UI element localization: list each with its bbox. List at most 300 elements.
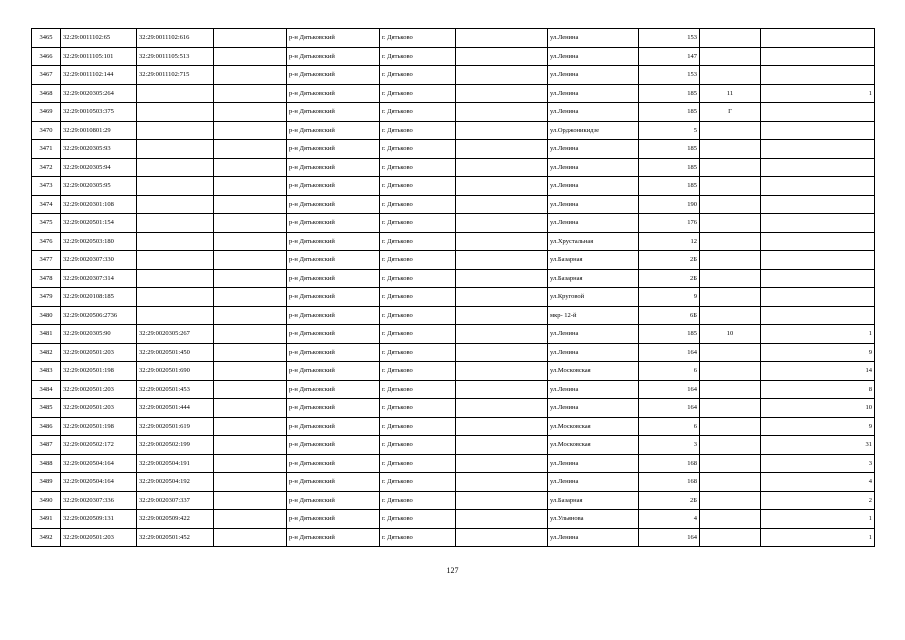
cell-row-number: 3489	[32, 473, 61, 492]
cell-row-number: 3466	[32, 47, 61, 66]
cell-street: мкр- 12-й	[548, 306, 639, 325]
cell-settlement	[456, 177, 548, 196]
cell-cadastral-number: 32:29:0011105:101	[61, 47, 137, 66]
cell-building	[700, 121, 761, 140]
cell-empty-column	[214, 491, 287, 510]
cell-empty-column	[214, 325, 287, 344]
cell-cadastral-number: 32:29:0020307:336	[61, 491, 137, 510]
cell-parent-cadastral-number	[137, 121, 214, 140]
cell-house-number: 2Б	[639, 251, 700, 270]
cell-apartment	[761, 269, 875, 288]
cell-apartment	[761, 140, 875, 159]
cell-house-number: 164	[639, 343, 700, 362]
cell-street: ул.Ленина	[548, 140, 639, 159]
cell-row-number: 3487	[32, 436, 61, 455]
cell-city: г. Дятьково	[380, 251, 456, 270]
cell-apartment	[761, 47, 875, 66]
cell-parent-cadastral-number: 32:29:0020509:422	[137, 510, 214, 529]
cell-city: г. Дятьково	[380, 454, 456, 473]
table-row	[32, 232, 875, 251]
cell-parent-cadastral-number	[137, 140, 214, 159]
cell-street: ул.Ленина	[548, 343, 639, 362]
cell-house-number: 190	[639, 195, 700, 214]
cell-row-number: 3484	[32, 380, 61, 399]
cell-street: ул.Ленина	[548, 158, 639, 177]
cell-house-number: 6Б	[639, 306, 700, 325]
cell-house-number: 4	[639, 510, 700, 529]
cell-row-number: 3470	[32, 121, 61, 140]
cell-row-number: 3480	[32, 306, 61, 325]
cell-district: р-н Дятьковский	[287, 214, 380, 233]
cell-house-number: 185	[639, 84, 700, 103]
cell-empty-column	[214, 380, 287, 399]
table-row	[32, 343, 875, 362]
cell-empty-column	[214, 436, 287, 455]
cell-row-number: 3473	[32, 177, 61, 196]
cell-street: ул.Ленина	[548, 325, 639, 344]
cell-row-number: 3474	[32, 195, 61, 214]
cell-settlement	[456, 269, 548, 288]
table-row	[32, 103, 875, 122]
table-row	[32, 66, 875, 85]
cell-house-number: 168	[639, 454, 700, 473]
cell-parent-cadastral-number: 32:29:0020504:192	[137, 473, 214, 492]
cell-street: ул.Круговой	[548, 288, 639, 307]
cell-parent-cadastral-number: 32:29:0011105:513	[137, 47, 214, 66]
cell-parent-cadastral-number: 32:29:0020305:267	[137, 325, 214, 344]
cell-settlement	[456, 362, 548, 381]
cell-house-number: 164	[639, 380, 700, 399]
cell-building	[700, 251, 761, 270]
cell-settlement	[456, 103, 548, 122]
cell-apartment: 10	[761, 399, 875, 418]
table-row	[32, 399, 875, 418]
cell-empty-column	[214, 399, 287, 418]
cell-district: р-н Дятьковский	[287, 380, 380, 399]
cell-empty-column	[214, 84, 287, 103]
cell-house-number: 168	[639, 473, 700, 492]
cell-cadastral-number: 32:29:0020305:90	[61, 325, 137, 344]
cell-settlement	[456, 288, 548, 307]
cell-house-number: 6	[639, 362, 700, 381]
cell-house-number: 9	[639, 288, 700, 307]
cell-street: ул.Ленина	[548, 380, 639, 399]
cell-row-number: 3485	[32, 399, 61, 418]
cell-apartment: 4	[761, 473, 875, 492]
cell-house-number: 6	[639, 417, 700, 436]
cell-city: г. Дятьково	[380, 436, 456, 455]
table-row	[32, 214, 875, 233]
cell-empty-column	[214, 362, 287, 381]
cell-city: г. Дятьково	[380, 66, 456, 85]
cell-row-number: 3469	[32, 103, 61, 122]
table-row	[32, 325, 875, 344]
cell-cadastral-number: 32:29:0020504:164	[61, 454, 137, 473]
cell-street: ул.Московская	[548, 436, 639, 455]
cell-street: ул.Ленина	[548, 399, 639, 418]
cell-city: г. Дятьково	[380, 528, 456, 547]
cell-district: р-н Дятьковский	[287, 343, 380, 362]
cell-settlement	[456, 380, 548, 399]
cell-city: г. Дятьково	[380, 473, 456, 492]
cell-settlement	[456, 306, 548, 325]
cell-settlement	[456, 325, 548, 344]
cell-building: 11	[700, 84, 761, 103]
cell-parent-cadastral-number	[137, 158, 214, 177]
cell-parent-cadastral-number	[137, 288, 214, 307]
cell-cadastral-number: 32:29:0011102:65	[61, 29, 137, 48]
cell-district: р-н Дятьковский	[287, 177, 380, 196]
cell-cadastral-number: 32:29:0010503:375	[61, 103, 137, 122]
cell-city: г. Дятьково	[380, 491, 456, 510]
cell-street: ул.Ленина	[548, 103, 639, 122]
cell-district: р-н Дятьковский	[287, 269, 380, 288]
cell-empty-column	[214, 66, 287, 85]
cell-city: г. Дятьково	[380, 269, 456, 288]
cell-row-number: 3476	[32, 232, 61, 251]
cell-building	[700, 269, 761, 288]
cell-cadastral-number: 32:29:0020305:93	[61, 140, 137, 159]
cell-house-number: 3	[639, 436, 700, 455]
cell-row-number: 3486	[32, 417, 61, 436]
cell-district: р-н Дятьковский	[287, 121, 380, 140]
cell-empty-column	[214, 306, 287, 325]
cell-empty-column	[214, 232, 287, 251]
cell-street: ул.Ленина	[548, 47, 639, 66]
cell-settlement	[456, 251, 548, 270]
cell-row-number: 3472	[32, 158, 61, 177]
cell-row-number: 3475	[32, 214, 61, 233]
table-row	[32, 491, 875, 510]
cell-apartment	[761, 195, 875, 214]
cell-parent-cadastral-number: 32:29:0020504:191	[137, 454, 214, 473]
cell-cadastral-number: 32:29:0020509:131	[61, 510, 137, 529]
cell-cadastral-number: 32:29:0010801:29	[61, 121, 137, 140]
table-row	[32, 121, 875, 140]
table-row	[32, 269, 875, 288]
cell-parent-cadastral-number: 32:29:0020307:337	[137, 491, 214, 510]
cell-cadastral-number: 32:29:0020305:264	[61, 84, 137, 103]
cell-city: г. Дятьково	[380, 343, 456, 362]
cell-street: ул.Хрустальная	[548, 232, 639, 251]
cell-cadastral-number: 32:29:0020501:198	[61, 417, 137, 436]
cell-building	[700, 528, 761, 547]
cell-cadastral-number: 32:29:0020501:203	[61, 380, 137, 399]
cell-empty-column	[214, 528, 287, 547]
cell-empty-column	[214, 177, 287, 196]
cell-city: г. Дятьково	[380, 158, 456, 177]
cell-apartment	[761, 214, 875, 233]
cell-house-number: 2Б	[639, 491, 700, 510]
cell-cadastral-number: 32:29:0020501:203	[61, 528, 137, 547]
table-row	[32, 195, 875, 214]
cell-building	[700, 417, 761, 436]
cell-apartment	[761, 177, 875, 196]
cell-settlement	[456, 399, 548, 418]
cell-building	[700, 140, 761, 159]
cell-building: 10	[700, 325, 761, 344]
cell-settlement	[456, 417, 548, 436]
cell-empty-column	[214, 269, 287, 288]
cell-building	[700, 232, 761, 251]
cell-street: ул.Ленина	[548, 473, 639, 492]
cell-cadastral-number: 32:29:0020305:94	[61, 158, 137, 177]
cell-cadastral-number: 32:29:0020504:164	[61, 473, 137, 492]
cell-cadastral-number: 32:29:0020307:314	[61, 269, 137, 288]
table-row	[32, 306, 875, 325]
cell-street: ул.Ульянова	[548, 510, 639, 529]
table-row	[32, 47, 875, 66]
cell-house-number: 153	[639, 29, 700, 48]
cell-apartment	[761, 232, 875, 251]
page-number: 127	[446, 566, 459, 575]
cell-row-number: 3478	[32, 269, 61, 288]
cell-city: г. Дятьково	[380, 103, 456, 122]
cell-empty-column	[214, 47, 287, 66]
cell-district: р-н Дятьковский	[287, 66, 380, 85]
cell-settlement	[456, 214, 548, 233]
cell-house-number: 2Б	[639, 269, 700, 288]
cell-district: р-н Дятьковский	[287, 454, 380, 473]
cell-apartment	[761, 306, 875, 325]
cell-row-number: 3483	[32, 362, 61, 381]
cell-city: г. Дятьково	[380, 306, 456, 325]
cell-street: ул.Орджоникидзе	[548, 121, 639, 140]
cell-city: г. Дятьково	[380, 362, 456, 381]
cell-parent-cadastral-number	[137, 214, 214, 233]
cell-parent-cadastral-number: 32:29:0020501:450	[137, 343, 214, 362]
table-row	[32, 473, 875, 492]
cell-street: ул.Базарная	[548, 251, 639, 270]
cell-building	[700, 47, 761, 66]
cell-building	[700, 288, 761, 307]
cell-apartment: 1	[761, 325, 875, 344]
cell-row-number: 3488	[32, 454, 61, 473]
cell-building	[700, 214, 761, 233]
cell-settlement	[456, 84, 548, 103]
table-row	[32, 380, 875, 399]
cell-city: г. Дятьково	[380, 380, 456, 399]
cell-district: р-н Дятьковский	[287, 491, 380, 510]
cell-building	[700, 177, 761, 196]
cell-building	[700, 362, 761, 381]
cell-street: ул.Ленина	[548, 528, 639, 547]
cell-house-number: 185	[639, 158, 700, 177]
cell-district: р-н Дятьковский	[287, 417, 380, 436]
cell-empty-column	[214, 417, 287, 436]
cell-building	[700, 454, 761, 473]
cell-apartment	[761, 66, 875, 85]
cell-house-number: 164	[639, 528, 700, 547]
cell-parent-cadastral-number: 32:29:0020501:453	[137, 380, 214, 399]
cell-district: р-н Дятьковский	[287, 158, 380, 177]
cell-settlement	[456, 66, 548, 85]
cell-settlement	[456, 232, 548, 251]
cell-district: р-н Дятьковский	[287, 140, 380, 159]
cell-settlement	[456, 47, 548, 66]
cell-empty-column	[214, 29, 287, 48]
cell-district: р-н Дятьковский	[287, 288, 380, 307]
cell-house-number: 176	[639, 214, 700, 233]
cell-row-number: 3492	[32, 528, 61, 547]
cell-apartment: 2	[761, 491, 875, 510]
cell-district: р-н Дятьковский	[287, 399, 380, 418]
cell-city: г. Дятьково	[380, 84, 456, 103]
cell-row-number: 3479	[32, 288, 61, 307]
cell-house-number: 185	[639, 140, 700, 159]
cell-settlement	[456, 473, 548, 492]
cell-city: г. Дятьково	[380, 195, 456, 214]
table-row	[32, 177, 875, 196]
cell-cadastral-number: 32:29:0020305:95	[61, 177, 137, 196]
cell-district: р-н Дятьковский	[287, 362, 380, 381]
cell-apartment: 9	[761, 343, 875, 362]
cell-settlement	[456, 195, 548, 214]
cell-settlement	[456, 510, 548, 529]
table-row	[32, 454, 875, 473]
cell-district: р-н Дятьковский	[287, 251, 380, 270]
cell-house-number: 164	[639, 399, 700, 418]
cell-cadastral-number: 32:29:0020108:185	[61, 288, 137, 307]
cell-row-number: 3471	[32, 140, 61, 159]
cell-house-number: 12	[639, 232, 700, 251]
cell-parent-cadastral-number	[137, 195, 214, 214]
cell-city: г. Дятьково	[380, 325, 456, 344]
cell-district: р-н Дятьковский	[287, 306, 380, 325]
cell-apartment	[761, 29, 875, 48]
table-row	[32, 140, 875, 159]
cell-row-number: 3467	[32, 66, 61, 85]
cell-district: р-н Дятьковский	[287, 84, 380, 103]
cell-settlement	[456, 140, 548, 159]
cell-city: г. Дятьково	[380, 510, 456, 529]
cell-building	[700, 380, 761, 399]
table-row	[32, 510, 875, 529]
cell-city: г. Дятьково	[380, 417, 456, 436]
cell-cadastral-number: 32:29:0020503:180	[61, 232, 137, 251]
cell-apartment	[761, 103, 875, 122]
cell-city: г. Дятьково	[380, 232, 456, 251]
cell-district: р-н Дятьковский	[287, 528, 380, 547]
property-register-table	[31, 28, 875, 547]
cell-empty-column	[214, 140, 287, 159]
cell-apartment: 9	[761, 417, 875, 436]
cell-building	[700, 343, 761, 362]
cell-city: г. Дятьково	[380, 214, 456, 233]
cell-street: ул.Базарная	[548, 269, 639, 288]
cell-city: г. Дятьково	[380, 140, 456, 159]
cell-building	[700, 491, 761, 510]
cell-apartment	[761, 288, 875, 307]
cell-house-number: 5	[639, 121, 700, 140]
cell-parent-cadastral-number: 32:29:0011102:715	[137, 66, 214, 85]
cell-district: р-н Дятьковский	[287, 47, 380, 66]
cell-apartment: 8	[761, 380, 875, 399]
cell-row-number: 3468	[32, 84, 61, 103]
cell-building	[700, 473, 761, 492]
cell-building	[700, 436, 761, 455]
cell-district: р-н Дятьковский	[287, 473, 380, 492]
cell-apartment: 1	[761, 84, 875, 103]
cell-row-number: 3491	[32, 510, 61, 529]
cell-building	[700, 158, 761, 177]
cell-city: г. Дятьково	[380, 29, 456, 48]
cell-parent-cadastral-number	[137, 177, 214, 196]
cell-parent-cadastral-number: 32:29:0011102:616	[137, 29, 214, 48]
cell-settlement	[456, 528, 548, 547]
cell-apartment: 1	[761, 528, 875, 547]
cell-parent-cadastral-number	[137, 103, 214, 122]
cell-building	[700, 66, 761, 85]
cell-apartment: 3	[761, 454, 875, 473]
cell-street: ул.Ленина	[548, 29, 639, 48]
cell-empty-column	[214, 510, 287, 529]
table-row	[32, 362, 875, 381]
cell-cadastral-number: 32:29:0020501:203	[61, 343, 137, 362]
cell-row-number: 3481	[32, 325, 61, 344]
cell-settlement	[456, 491, 548, 510]
table-row	[32, 251, 875, 270]
cell-cadastral-number: 32:29:0020506:2736	[61, 306, 137, 325]
cell-house-number: 147	[639, 47, 700, 66]
cell-parent-cadastral-number: 32:29:0020501:690	[137, 362, 214, 381]
cell-empty-column	[214, 473, 287, 492]
cell-settlement	[456, 343, 548, 362]
cell-district: р-н Дятьковский	[287, 325, 380, 344]
cell-building	[700, 29, 761, 48]
cell-district: р-н Дятьковский	[287, 510, 380, 529]
cell-building: Г	[700, 103, 761, 122]
cell-empty-column	[214, 251, 287, 270]
cell-apartment: 1	[761, 510, 875, 529]
table-row	[32, 84, 875, 103]
cell-house-number: 185	[639, 103, 700, 122]
cell-street: ул.Базарная	[548, 491, 639, 510]
cell-parent-cadastral-number	[137, 306, 214, 325]
table-row	[32, 417, 875, 436]
table-row	[32, 436, 875, 455]
cell-street: ул.Ленина	[548, 454, 639, 473]
cell-parent-cadastral-number: 32:29:0020502:199	[137, 436, 214, 455]
cell-city: г. Дятьково	[380, 177, 456, 196]
cell-street: ул.Московская	[548, 362, 639, 381]
cell-district: р-н Дятьковский	[287, 103, 380, 122]
cell-row-number: 3482	[32, 343, 61, 362]
cell-parent-cadastral-number: 32:29:0020501:452	[137, 528, 214, 547]
cell-district: р-н Дятьковский	[287, 195, 380, 214]
cell-parent-cadastral-number	[137, 232, 214, 251]
cell-empty-column	[214, 103, 287, 122]
cell-settlement	[456, 454, 548, 473]
cell-city: г. Дятьково	[380, 399, 456, 418]
cell-empty-column	[214, 121, 287, 140]
cell-district: р-н Дятьковский	[287, 29, 380, 48]
cell-empty-column	[214, 158, 287, 177]
cell-settlement	[456, 29, 548, 48]
cell-street: ул.Ленина	[548, 195, 639, 214]
cell-empty-column	[214, 454, 287, 473]
cell-settlement	[456, 121, 548, 140]
cell-district: р-н Дятьковский	[287, 232, 380, 251]
cell-building	[700, 306, 761, 325]
cell-city: г. Дятьково	[380, 121, 456, 140]
cell-apartment	[761, 121, 875, 140]
cell-district: р-н Дятьковский	[287, 436, 380, 455]
cell-city: г. Дятьково	[380, 47, 456, 66]
cell-parent-cadastral-number	[137, 251, 214, 270]
cell-parent-cadastral-number: 32:29:0020501:444	[137, 399, 214, 418]
cell-street: ул.Ленина	[548, 84, 639, 103]
